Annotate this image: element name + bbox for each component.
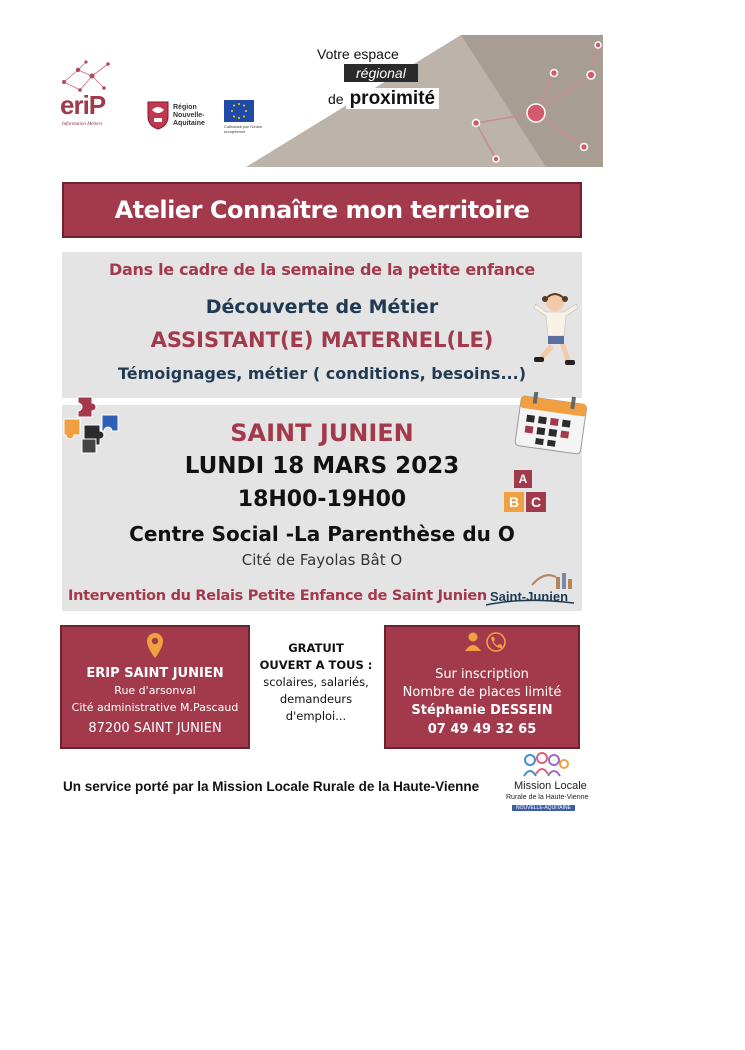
event-context: Dans le cadre de la semaine de la petite enfance: [109, 260, 535, 279]
title-bar: [62, 182, 582, 238]
registration-note: Sur inscription: [435, 667, 529, 682]
banner-line-2: régional: [344, 64, 418, 82]
audience-line-1: scolaires, salariés,: [263, 675, 369, 689]
access-info: [255, 640, 377, 725]
banner-line-3: [328, 88, 439, 110]
saint-junien-logo: [482, 569, 578, 609]
location-pin-icon: [146, 632, 164, 660]
contact-phone: 07 49 49 32 65: [427, 722, 537, 737]
phone-icon: [487, 633, 505, 651]
puzzle-pieces-icon: [62, 395, 128, 457]
svg-text:C: C: [530, 494, 542, 510]
contact-icons: [464, 631, 508, 653]
event-topics: Témoignages, métier ( conditions, besoins...): [117, 364, 526, 383]
erip-name: ERIP SAINT JUNIEN: [86, 666, 224, 681]
footer-service-note: Un service porté par la Mission Locale Rurale de la Haute-Vienne: [63, 779, 480, 794]
partner-logos: [58, 58, 268, 148]
saint-junien-logo-text: Saint-Junien: [490, 589, 569, 604]
discovery-label: Découverte de Métier: [205, 296, 439, 318]
region-logo-text: Région Nouvelle-Aquitaine: [173, 104, 205, 127]
mission-locale-line-3: NOUVELLE-AQUITAINE: [512, 805, 575, 811]
event-time: 18H00-19H00: [237, 487, 407, 512]
erip-street: Rue d'arsonval: [114, 684, 196, 697]
event-address: Cité de Fayolas Bât O: [241, 551, 403, 569]
eu-logo-text: Cofinancé par l'Union européenne: [224, 124, 263, 134]
event-date: LUNDI 18 MARS 2023: [184, 453, 460, 479]
svg-text:A: A: [518, 472, 528, 486]
event-intro-panel: [62, 252, 582, 398]
region-logo-icon: [146, 100, 170, 130]
event-city: SAINT JUNIEN: [230, 419, 414, 447]
abc-blocks-icon: [500, 468, 552, 516]
limited-places-note: Nombre de places limité: [402, 685, 562, 700]
audience-line-3: d'emploi...: [285, 709, 347, 723]
child-illustration-icon: [528, 290, 582, 366]
erip-postal: 87200 SAINT JUNIEN: [88, 721, 222, 736]
banner-line-1: Votre espace: [317, 46, 399, 62]
contact-name: Stéphanie DESSEIN: [411, 703, 553, 718]
mission-locale-people-icon: [522, 752, 570, 778]
event-venue: Centre Social -La Parenthèse du O: [129, 522, 515, 546]
mission-locale-line-2: Rurale de la Haute-Vienne: [506, 794, 589, 801]
page-title: Atelier Connaître mon territoire: [114, 196, 530, 224]
registration-box: [384, 625, 580, 749]
open-label: OUVERT A TOUS :: [259, 658, 373, 672]
erip-address-box: [60, 625, 250, 749]
intervention-note: Intervention du Relais Petite Enfance de Saint Junien: [68, 588, 487, 604]
mission-locale-line-1: Mission Locale: [514, 780, 587, 792]
mission-locale-logo: [500, 752, 590, 816]
svg-text:B: B: [508, 494, 520, 510]
audience-line-2: demandeurs: [279, 692, 353, 706]
job-title: ASSISTANT(E) MATERNEL(LE): [150, 328, 494, 352]
person-icon: [465, 633, 481, 652]
erip-building: Cité administrative M.Pascaud: [71, 701, 239, 714]
erip-logo: eriP: [60, 90, 106, 120]
erip-tagline: Information Métiers: [62, 122, 103, 127]
calendar-icon: [512, 392, 590, 456]
free-label: GRATUIT: [288, 641, 344, 655]
banner-line-3-prefix: de: [328, 91, 344, 107]
banner-line-3-emph: proximité: [346, 88, 440, 109]
